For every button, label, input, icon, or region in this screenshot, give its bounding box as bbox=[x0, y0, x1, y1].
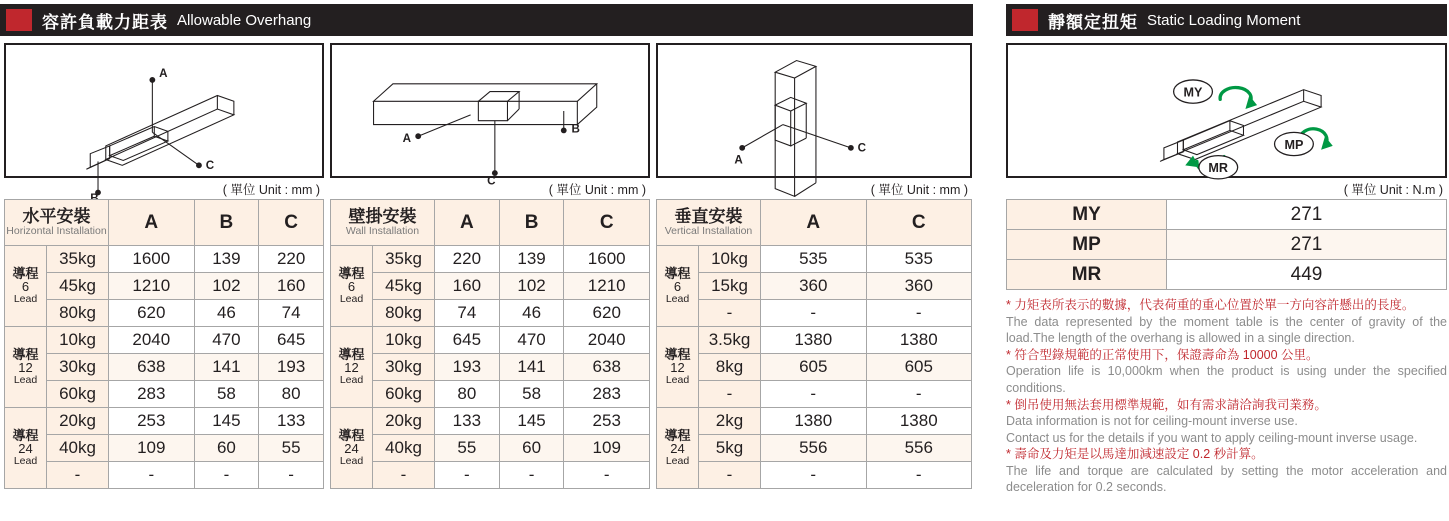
table-row bbox=[1007, 260, 1447, 290]
value-cell: 283 bbox=[564, 381, 650, 408]
table-row bbox=[331, 435, 650, 462]
value-cell: - bbox=[499, 462, 564, 489]
load-cell: 3.5kg bbox=[699, 327, 761, 354]
section-title-cn: 靜額定扭矩 bbox=[1048, 12, 1138, 32]
figures-row bbox=[0, 43, 973, 188]
moment-value: 271 bbox=[1167, 230, 1447, 260]
value-cell: 360 bbox=[866, 273, 972, 300]
static-loading-moment-section bbox=[1006, 4, 1449, 496]
lead-group-24: 導程 24 Lead bbox=[657, 408, 699, 489]
load-cell: 60kg bbox=[47, 381, 109, 408]
table-row bbox=[5, 462, 324, 489]
horizontal-installation-figure bbox=[4, 43, 324, 178]
table-row bbox=[5, 435, 324, 462]
value-cell: - bbox=[194, 462, 259, 489]
moment-label: MY bbox=[1007, 200, 1167, 230]
value-cell: - bbox=[761, 462, 867, 489]
table-header-title bbox=[331, 200, 435, 246]
value-cell: 556 bbox=[866, 435, 972, 462]
load-cell: 20kg bbox=[373, 408, 435, 435]
value-cell: 470 bbox=[499, 327, 564, 354]
table-row bbox=[331, 273, 650, 300]
value-cell: 1380 bbox=[866, 327, 972, 354]
load-cell: 30kg bbox=[47, 354, 109, 381]
section-title-en: Static Loading Moment bbox=[1147, 11, 1301, 29]
moment-label: MP bbox=[1007, 230, 1167, 260]
lead-group-6: 導程 6 Lead bbox=[331, 246, 373, 327]
column-header-c: C bbox=[564, 200, 650, 246]
value-cell: 141 bbox=[194, 354, 259, 381]
value-cell: - bbox=[564, 462, 650, 489]
column-header-c: C bbox=[866, 200, 972, 246]
wall-installation-table bbox=[330, 199, 650, 489]
value-cell: 470 bbox=[194, 327, 259, 354]
overhang-tables-row bbox=[0, 199, 973, 489]
value-cell: - bbox=[109, 462, 195, 489]
header-en: Horizontal Installation bbox=[6, 225, 107, 238]
value-cell: - bbox=[866, 462, 972, 489]
value-cell: 1600 bbox=[564, 246, 650, 273]
value-cell: 605 bbox=[866, 354, 972, 381]
moment-value: 271 bbox=[1167, 200, 1447, 230]
note-line: Data information is not for ceiling-mount inverse use. bbox=[1006, 414, 1298, 428]
value-cell: 60 bbox=[194, 435, 259, 462]
note-line: * 壽命及力矩是以馬達加減速設定 0.2 秒計算。 bbox=[1006, 447, 1264, 462]
svg-text:MP: MP bbox=[1284, 137, 1304, 152]
unit-note-horizontal: ( 單位 Unit : mm ) bbox=[222, 183, 320, 197]
value-cell: 160 bbox=[259, 273, 324, 300]
value-cell: 109 bbox=[109, 435, 195, 462]
moment-figure bbox=[1006, 43, 1447, 178]
lead-group-24: 導程 24 Lead bbox=[331, 408, 373, 489]
value-cell: 193 bbox=[259, 354, 324, 381]
value-cell: 556 bbox=[761, 435, 867, 462]
value-cell: 141 bbox=[499, 354, 564, 381]
value-cell: 80 bbox=[259, 381, 324, 408]
table-row bbox=[657, 273, 972, 300]
svg-text:C: C bbox=[857, 141, 867, 155]
table-row bbox=[1007, 200, 1447, 230]
value-cell: 145 bbox=[499, 408, 564, 435]
table-row bbox=[331, 462, 650, 489]
value-cell: 220 bbox=[435, 246, 500, 273]
value-cell: 1600 bbox=[109, 246, 195, 273]
moment-drawing bbox=[1008, 45, 1445, 176]
lead-group-12: 導程 12 Lead bbox=[331, 327, 373, 408]
svg-text:A: A bbox=[159, 67, 168, 81]
section-title-en: Allowable Overhang bbox=[177, 11, 312, 29]
value-cell: - bbox=[259, 462, 324, 489]
load-cell: 40kg bbox=[47, 435, 109, 462]
table-row bbox=[5, 300, 324, 327]
lead-group-24: 導程 24 Lead bbox=[5, 408, 47, 489]
svg-text:B: B bbox=[571, 122, 580, 136]
lead-group-12: 導程 12 Lead bbox=[657, 327, 699, 408]
value-cell: 145 bbox=[194, 408, 259, 435]
table-row bbox=[5, 246, 324, 273]
wall-installation-figure bbox=[330, 43, 650, 188]
value-cell: 1380 bbox=[866, 408, 972, 435]
value-cell: - bbox=[435, 462, 500, 489]
table-header-title bbox=[657, 200, 761, 246]
value-cell: 283 bbox=[109, 381, 195, 408]
load-cell: 60kg bbox=[373, 381, 435, 408]
load-cell: - bbox=[699, 462, 761, 489]
note-line: Contact us for the details if you want to apply ceiling-mount inverse usage. bbox=[1006, 430, 1418, 445]
vertical-installation-table bbox=[656, 199, 972, 489]
column-header-a: A bbox=[109, 200, 195, 246]
load-cell: 10kg bbox=[373, 327, 435, 354]
column-header-a: A bbox=[435, 200, 500, 246]
svg-text:C: C bbox=[487, 174, 496, 188]
load-cell: - bbox=[47, 462, 109, 489]
load-cell: 30kg bbox=[373, 354, 435, 381]
value-cell: 58 bbox=[194, 381, 259, 408]
table-row bbox=[657, 327, 972, 354]
value-cell: - bbox=[866, 381, 972, 408]
table-row bbox=[657, 354, 972, 381]
red-accent-bar bbox=[1012, 9, 1038, 31]
load-cell: 10kg bbox=[699, 246, 761, 273]
value-cell: 360 bbox=[761, 273, 867, 300]
value-cell: - bbox=[761, 300, 867, 327]
load-cell: 8kg bbox=[699, 354, 761, 381]
note-line: The life and torque are calculated by setting the motor acceleration and deceleration for 0.2 seconds. bbox=[1006, 463, 1447, 495]
column-header-a: A bbox=[761, 200, 867, 246]
static-loading-moment-table bbox=[1006, 199, 1447, 290]
table-row bbox=[5, 381, 324, 408]
table-row bbox=[5, 327, 324, 354]
load-cell: 45kg bbox=[47, 273, 109, 300]
value-cell: 638 bbox=[564, 354, 650, 381]
horizontal-installation-table bbox=[4, 199, 324, 489]
svg-text:A: A bbox=[402, 132, 412, 146]
lead-group-6: 導程 6 Lead bbox=[5, 246, 47, 327]
table-row bbox=[331, 246, 650, 273]
table-row bbox=[5, 408, 324, 435]
wall-installation-drawing bbox=[332, 45, 648, 188]
table-row bbox=[657, 381, 972, 408]
allowable-overhang-header bbox=[0, 4, 973, 36]
value-cell: 58 bbox=[499, 381, 564, 408]
value-cell: 80 bbox=[435, 381, 500, 408]
table-header-title bbox=[5, 200, 109, 246]
load-cell: - bbox=[699, 381, 761, 408]
value-cell: 74 bbox=[259, 300, 324, 327]
header-en: Vertical Installation bbox=[664, 225, 753, 238]
load-cell: 40kg bbox=[373, 435, 435, 462]
value-cell: 139 bbox=[194, 246, 259, 273]
table-row bbox=[5, 354, 324, 381]
load-cell: 80kg bbox=[373, 300, 435, 327]
value-cell: 46 bbox=[194, 300, 259, 327]
load-cell: 80kg bbox=[47, 300, 109, 327]
value-cell: 109 bbox=[564, 435, 650, 462]
load-cell: 20kg bbox=[47, 408, 109, 435]
load-cell: 5kg bbox=[699, 435, 761, 462]
value-cell: 46 bbox=[499, 300, 564, 327]
unit-note-vertical: ( 單位 Unit : mm ) bbox=[870, 183, 968, 197]
note-line: * 符合型錄規範的正常使用下，保證壽命為 10000 公里。 bbox=[1006, 347, 1319, 362]
table-row bbox=[1007, 230, 1447, 260]
load-cell: 10kg bbox=[47, 327, 109, 354]
red-accent-bar bbox=[6, 9, 32, 31]
lead-group-6: 導程 6 Lead bbox=[657, 246, 699, 327]
value-cell: 638 bbox=[109, 354, 195, 381]
load-cell: 45kg bbox=[373, 273, 435, 300]
load-cell: 2kg bbox=[699, 408, 761, 435]
table-row bbox=[331, 354, 650, 381]
value-cell: 133 bbox=[259, 408, 324, 435]
moment-value: 449 bbox=[1167, 260, 1447, 290]
table-row bbox=[657, 435, 972, 462]
value-cell: 535 bbox=[866, 246, 972, 273]
static-loading-moment-header bbox=[1006, 4, 1447, 36]
value-cell: 253 bbox=[109, 408, 195, 435]
value-cell: 2040 bbox=[109, 327, 195, 354]
svg-text:MR: MR bbox=[1208, 161, 1229, 176]
value-cell: 193 bbox=[435, 354, 500, 381]
unit-note-moment: ( 單位 Unit : N.m ) bbox=[1343, 183, 1443, 197]
table-row bbox=[5, 273, 324, 300]
header-cn: 水平安裝 bbox=[22, 206, 91, 226]
value-cell: 139 bbox=[499, 246, 564, 273]
horizontal-installation-drawing bbox=[6, 45, 322, 176]
value-cell: 1380 bbox=[761, 408, 867, 435]
value-cell: 605 bbox=[761, 354, 867, 381]
table-row bbox=[331, 381, 650, 408]
value-cell: 60 bbox=[499, 435, 564, 462]
note-line: The data represented by the moment table is the center of gravity of the load.The length of the overhang is allowed in a single direction. bbox=[1006, 314, 1447, 346]
notes-block bbox=[1006, 297, 1447, 496]
table-row bbox=[657, 300, 972, 327]
value-cell: 645 bbox=[259, 327, 324, 354]
load-cell: 35kg bbox=[373, 246, 435, 273]
table-row bbox=[331, 300, 650, 327]
value-cell: 1210 bbox=[564, 273, 650, 300]
load-cell: - bbox=[373, 462, 435, 489]
svg-text:MY: MY bbox=[1183, 85, 1203, 100]
moment-label: MR bbox=[1007, 260, 1167, 290]
allowable-overhang-section bbox=[0, 4, 973, 489]
value-cell: 133 bbox=[435, 408, 500, 435]
value-cell: 1380 bbox=[761, 327, 867, 354]
table-row bbox=[331, 408, 650, 435]
value-cell: 160 bbox=[435, 273, 500, 300]
load-cell: 15kg bbox=[699, 273, 761, 300]
svg-text:A: A bbox=[734, 153, 743, 167]
value-cell: 55 bbox=[435, 435, 500, 462]
load-cell: - bbox=[699, 300, 761, 327]
value-cell: 1210 bbox=[109, 273, 195, 300]
note-line: * 倒吊使用無法套用標準規範，如有需求請洽詢我司業務。 bbox=[1006, 397, 1327, 412]
column-header-b: B bbox=[194, 200, 259, 246]
table-row bbox=[331, 327, 650, 354]
section-title-cn: 容許負載力距表 bbox=[42, 12, 168, 32]
value-cell: 620 bbox=[109, 300, 195, 327]
value-cell: 620 bbox=[564, 300, 650, 327]
load-cell: 35kg bbox=[47, 246, 109, 273]
note-line: * 力矩表所表示的數據，代表荷重的重心位置於單一方向容許懸出的長度。 bbox=[1006, 298, 1415, 312]
vertical-installation-drawing bbox=[658, 45, 970, 176]
column-header-c: C bbox=[259, 200, 324, 246]
svg-text:C: C bbox=[205, 159, 215, 173]
note-line: Operation life is 10,000km when the product is using under the specified conditions. bbox=[1006, 364, 1447, 395]
value-cell: 102 bbox=[194, 273, 259, 300]
value-cell: - bbox=[761, 381, 867, 408]
value-cell: 535 bbox=[761, 246, 867, 273]
value-cell: - bbox=[866, 300, 972, 327]
value-cell: 253 bbox=[564, 408, 650, 435]
unit-note-wall: ( 單位 Unit : mm ) bbox=[548, 183, 646, 197]
table-row bbox=[657, 246, 972, 273]
lead-group-12: 導程 12 Lead bbox=[5, 327, 47, 408]
vertical-installation-figure bbox=[656, 43, 972, 178]
table-row bbox=[657, 462, 972, 489]
column-header-b: B bbox=[499, 200, 564, 246]
header-cn: 垂直安裝 bbox=[674, 206, 743, 226]
table-row bbox=[657, 408, 972, 435]
value-cell: 102 bbox=[499, 273, 564, 300]
value-cell: 2040 bbox=[564, 327, 650, 354]
value-cell: 220 bbox=[259, 246, 324, 273]
header-en: Wall Installation bbox=[345, 225, 420, 238]
value-cell: 74 bbox=[435, 300, 500, 327]
value-cell: 55 bbox=[259, 435, 324, 462]
value-cell: 645 bbox=[435, 327, 500, 354]
header-cn: 壁掛安裝 bbox=[348, 206, 417, 226]
